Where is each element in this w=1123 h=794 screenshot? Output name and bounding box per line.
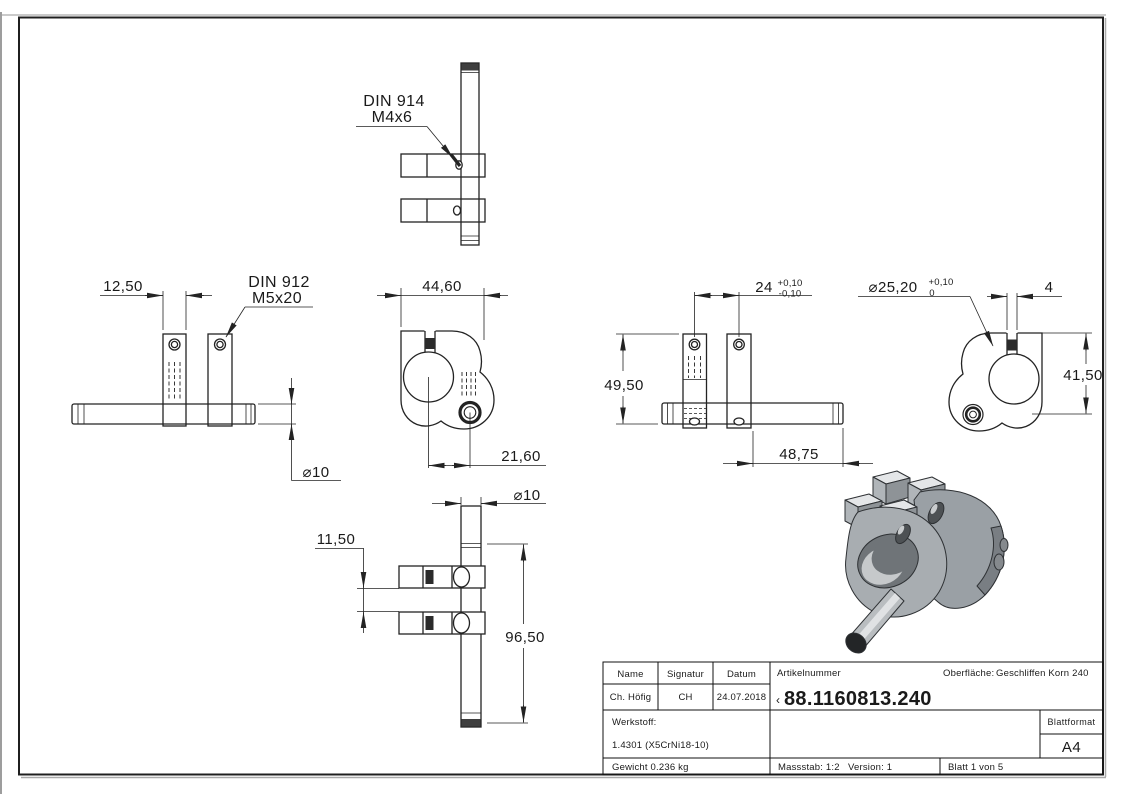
dim-21-60: 21,60 xyxy=(501,448,541,465)
view-left-side xyxy=(72,274,341,481)
datum-label: Datum xyxy=(727,669,756,680)
note-din912: DIN 912 xyxy=(248,274,310,291)
view-right-profile xyxy=(858,277,1103,431)
oberflaeche-label: Oberfläche: xyxy=(943,668,995,679)
dim-24-tol-lower: -0,10 xyxy=(778,288,802,300)
blatt-value: Blatt 1 von 5 xyxy=(948,762,1004,773)
dim-48-75: 48,75 xyxy=(779,446,819,463)
iso-3d-view xyxy=(842,471,1008,657)
dim-24: 24 xyxy=(755,279,773,296)
dim-12-50: 12,50 xyxy=(103,278,143,295)
dim-49-50: 49,50 xyxy=(604,377,644,394)
dim-41-50: 41,50 xyxy=(1063,367,1103,384)
signatur-label: Signatur xyxy=(667,669,704,680)
massstab-value: Massstab: 1:2 xyxy=(778,762,840,773)
dim-bore-tol-upper: +0,10 xyxy=(928,277,954,288)
dim-dia10-bottom: ⌀10 xyxy=(513,487,541,504)
signatur-value: CH xyxy=(678,692,693,703)
blattformat-value: A4 xyxy=(1061,739,1082,756)
gewicht-value: Gewicht 0.236 kg xyxy=(612,762,689,773)
dim-4: 4 xyxy=(1044,279,1054,296)
dim-44-60: 44,60 xyxy=(422,278,462,295)
werkstoff-label: Werkstoff: xyxy=(612,717,657,728)
artikelnummer-value: 88.1160813.240 xyxy=(784,688,932,710)
note-m4x6: M4x6 xyxy=(371,109,413,126)
dim-dia10-left: ⌀10 xyxy=(302,464,330,481)
oberflaeche-value: Geschliffen Korn 240 xyxy=(996,668,1089,679)
dim-bore-tol-lower: 0 xyxy=(929,288,935,299)
artikelnummer-label: Artikelnummer xyxy=(777,668,841,679)
sheet-frame xyxy=(1,12,1106,794)
dim-11-50: 11,50 xyxy=(316,531,356,548)
note-m5x20: M5x20 xyxy=(251,290,303,307)
blattformat-label: Blattformat xyxy=(1047,717,1096,727)
werkstoff-value: 1.4301 (X5CrNi18-10) xyxy=(612,740,709,751)
artikelnummer-prefix: ‹ xyxy=(776,693,781,707)
version-value: Version: 1 xyxy=(848,762,893,773)
view-top xyxy=(356,63,485,245)
view-bottom xyxy=(315,487,546,727)
title-block xyxy=(603,662,1103,775)
name-value: Ch. Höfig xyxy=(609,692,652,703)
datum-value: 24.07.2018 xyxy=(716,692,767,703)
dim-96-50: 96,50 xyxy=(505,629,545,646)
dim-24-tol-upper: +0,10 xyxy=(777,278,803,289)
note-din914: DIN 914 xyxy=(363,93,425,110)
name-label: Name xyxy=(617,669,644,680)
view-front xyxy=(377,278,546,468)
view-rear-side xyxy=(604,278,873,467)
dim-dia-25-20: ⌀25,20 xyxy=(868,279,918,296)
